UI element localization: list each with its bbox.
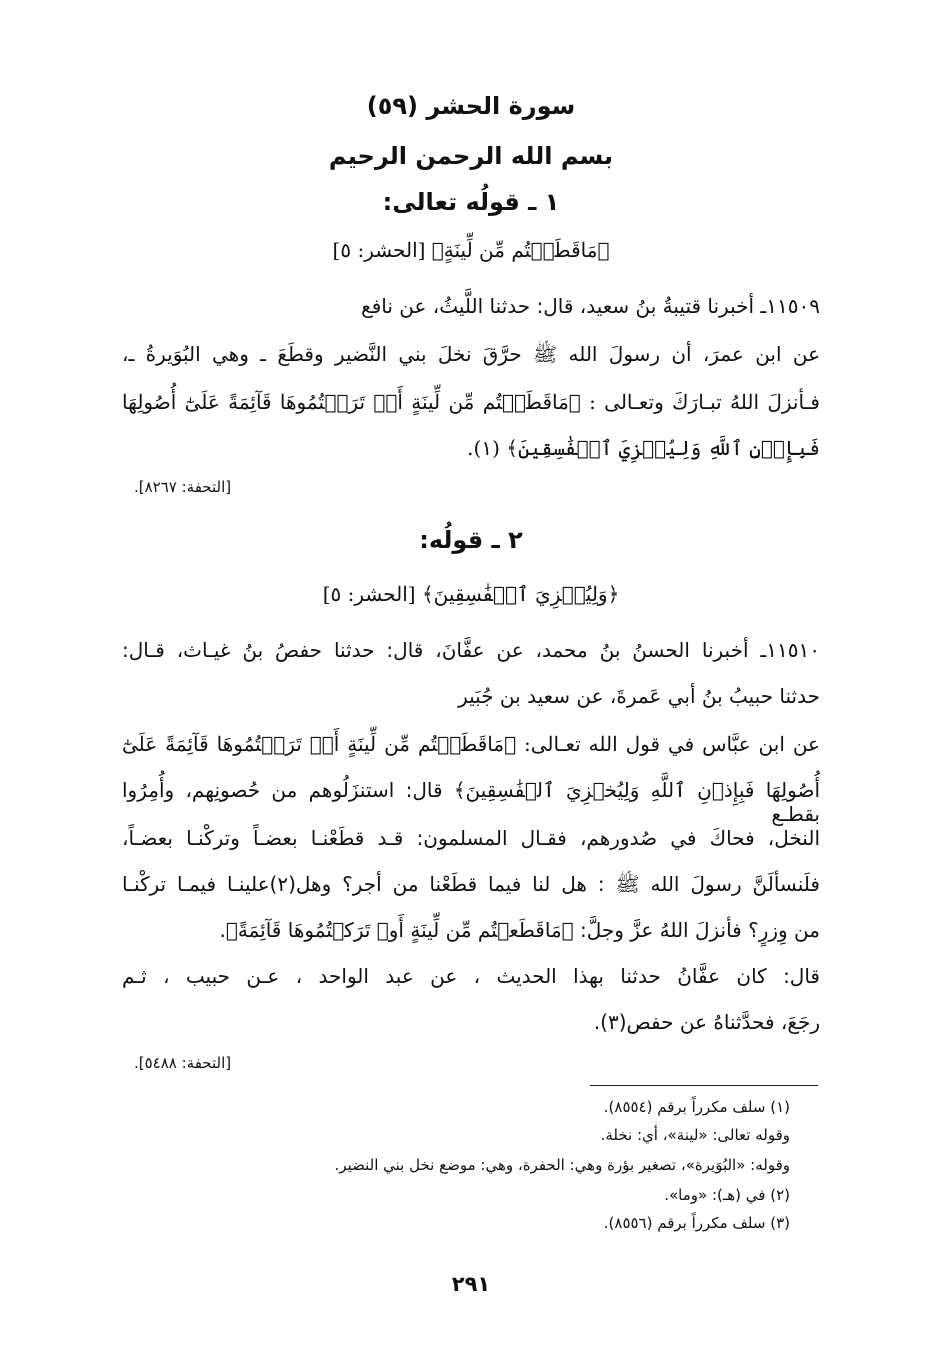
page-number: ٢٩١ [451, 1272, 491, 1296]
footnote-divider [590, 1085, 818, 1086]
section-1-tuhfa: [التحفة: ٨٢٦٧]. [134, 478, 232, 496]
hadith-11510-line-6: فلَنسألَنَّ رسولَ الله ﷺ : هل لنا فيما قطَعْنا من أجر؟ وهل(٢)علينـا فيمـا تركْنـا [122, 872, 820, 896]
footnote-1-note-b: وقوله: «البُوَيرة»، تصغير بؤرة وهي: الحفرة، وهي: موضع نخل بني النضير. [334, 1156, 790, 1174]
hadith-11510-line-1: ١١٥١٠ـ أخبرنا الحسنُ بنُ محمد، عن عفَّانَ، قال: حدثنا حفصُ بنُ غيـاث، قـال: [122, 638, 820, 662]
section-1-heading: ١ ـ قولُه تعالى: [382, 188, 560, 216]
hadith-11510-line-5: النخل، فحاكَ في صُدورهم، فقـال المسلمون: قـد قطَعْنـا بعضـاً وتركْنـا بعضـاً، [122, 826, 820, 850]
hadith-11509-line-1: ١١٥٠٩ـ أخبرنا قتيبةُ بنُ سعيد، قال: حدثنا اللَّيثُ، عن نافع [361, 294, 820, 318]
section-1-ayah: ﴿مَاقَطَعۡتُم مِّن لِّينَةٍ﴾ [الحشر: ٥] [332, 238, 610, 262]
hadith-11509-line-3: فـأنزلَ اللهُ تبـارَكَ وتعـالى : ﴿مَاقَطَعۡتُم مِّن لِّينَةٍ أَوۡ تَرَكۡتُمُوهَا قَآئِمَةً عَلَىٰٓ أُصُولِهَا [122, 390, 820, 414]
section-2-tuhfa: [التحفة: ٥٤٨٨]. [134, 1054, 232, 1072]
hadith-11510-line-4: أُصُولِهَا فَبِإِذۡنِ ٱللَّهِ وَلِيُخۡزِيَ ٱلۡفَٰسِقِينَ﴾ قال: استنزَلُوهم من حُصونِهم، وأُمِرُوا بقطـع [122, 778, 820, 826]
basmala: بسم الله الرحمن الرحيم [328, 142, 614, 170]
footnote-3: (٣) سلف مكرراً برقم (٨٥٥٦). [603, 1214, 790, 1232]
footnote-1: (١) سلف مكرراً برقم (٨٥٥٤). [603, 1098, 790, 1116]
section-2-heading: ٢ ـ قولُه: [419, 526, 523, 554]
hadith-11509-line-4: فَبِإِذۡنِ ٱللَّهِ وَلِيُخۡزِيَ ٱلۡفَٰسِقِينَ﴾ (١). [467, 436, 820, 460]
surah-title: سورة الحشر (٥٩) [366, 92, 576, 120]
hadith-11510-line-2: حدثنا حبيبُ بنُ أبي عَمرةَ، عن سعيد بن جُبَير [458, 684, 820, 708]
footnote-2: (٢) في (هـ): «وما». [664, 1186, 790, 1204]
section-2-ayah: ﴿وَلِيُخۡزِيَ ٱلۡفَٰسِقِينَ﴾ [الحشر: ٥] [322, 582, 620, 606]
hadith-11510-line-3: عن ابن عبَّاس في قول الله تعـالى: ﴿مَاقَطَعۡتُم مِّن لِّينَةٍ أَوۡ تَرَكۡتُمُوهَا قَآئِمَةً عَلَىٰٓ [122, 732, 820, 756]
hadith-11510-line-7: من وِزرٍ؟ فأنزلَ اللهُ عزَّ وجلَّ: ﴿مَاقَطَعۡتُم مِّن لِّينَةٍ أَوۡ تَرَكۡتُمُوهَا قَآئِمَةً﴾. [219, 918, 820, 942]
hadith-11509-line-2: عن ابن عمرَ، أن رسولَ الله ﷺ حرَّقَ نخلَ بني النَّضير وقطَعَ ـ وهي البُوَيرةُ ـ، [122, 342, 820, 366]
hadith-11510-line-8: قال: كان عفَّانُ حدثنا بهذا الحديث ، عن عبد الواحد ، عـن حبيب ، ثـم [122, 964, 820, 988]
hadith-11510-line-9: رجَعَ، فحدَّثناهُ عن حفص(٣). [593, 1010, 820, 1034]
footnote-1-note-a: وقوله تعالى: «لينة»، أي: نخلة. [600, 1126, 790, 1144]
